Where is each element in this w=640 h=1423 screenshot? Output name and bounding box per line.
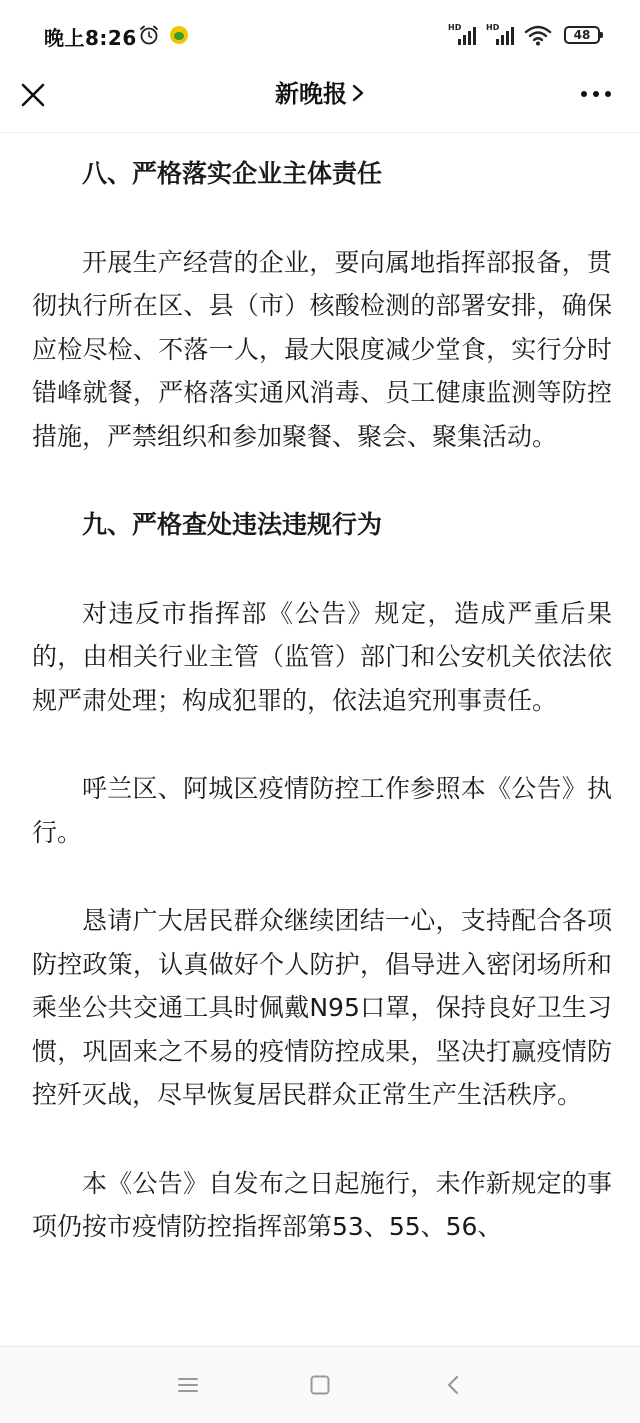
app-notification-icon	[170, 26, 188, 44]
section-heading: 八、严格落实企业主体责任	[82, 159, 383, 188]
nav-bar	[0, 70, 640, 133]
signal-icon	[448, 23, 478, 47]
signal-icon	[486, 23, 516, 47]
article-body	[32, 132, 612, 1249]
paragraph: 开展生产经营的企业，要向属地指挥部报备，贯彻执行所在区、县（市）核酸检测的部署安排，确保应检尽检、不落一人，最大限度减少堂食，实行分时错峰就餐，严格落实通风消毒、员工健康监测等防控措施，严禁组织和参加聚餐、聚会、聚集活动。	[32, 247, 612, 451]
status-time: 晚上8:26	[44, 26, 137, 50]
chevron-right-icon	[351, 83, 365, 103]
battery-level: 48	[573, 28, 591, 42]
alarm-icon	[138, 24, 160, 46]
signal-hd-label: HD	[448, 23, 462, 32]
back-icon[interactable]	[442, 1373, 466, 1397]
wifi-icon	[524, 23, 552, 47]
paragraph: 对违反市指挥部《公告》规定，造成严重后果的，由相关行业主管（监管）部门和公安机关依法依规严肃处理；构成犯罪的，依法追究刑事责任。	[32, 598, 612, 715]
signal-hd-label: HD	[486, 23, 500, 32]
menu-icon[interactable]	[176, 1373, 200, 1397]
paragraph: 本《公告》自发布之日起施行，未作新规定的事项仍按市疫情防控指挥部第53、55、56、	[32, 1168, 612, 1241]
system-nav-bar	[0, 1346, 640, 1423]
paragraph: 恳请广大居民群众继续团结一心，支持配合各项防控政策，认真做好个人防护，倡导进入密闭场所和乘坐公共交通工具时佩戴N95口罩，保持良好卫生习惯，巩固来之不易的疫情防控成果，坚决打赢疫情防控歼灭战，尽早恢复居民群众正常生产生活秩序。	[32, 906, 612, 1109]
status-indicators	[448, 20, 600, 50]
paragraph: 呼兰区、阿城区疫情防控工作参照本《公告》执行。	[32, 774, 612, 847]
battery-icon	[564, 26, 600, 44]
more-icon[interactable]	[580, 90, 612, 98]
section-heading: 九、严格查处违法违规行为	[82, 510, 383, 539]
page-title: 新晚报	[275, 80, 347, 108]
account-title-link[interactable]	[0, 78, 640, 110]
home-icon[interactable]	[308, 1373, 332, 1397]
status-bar	[0, 0, 640, 70]
